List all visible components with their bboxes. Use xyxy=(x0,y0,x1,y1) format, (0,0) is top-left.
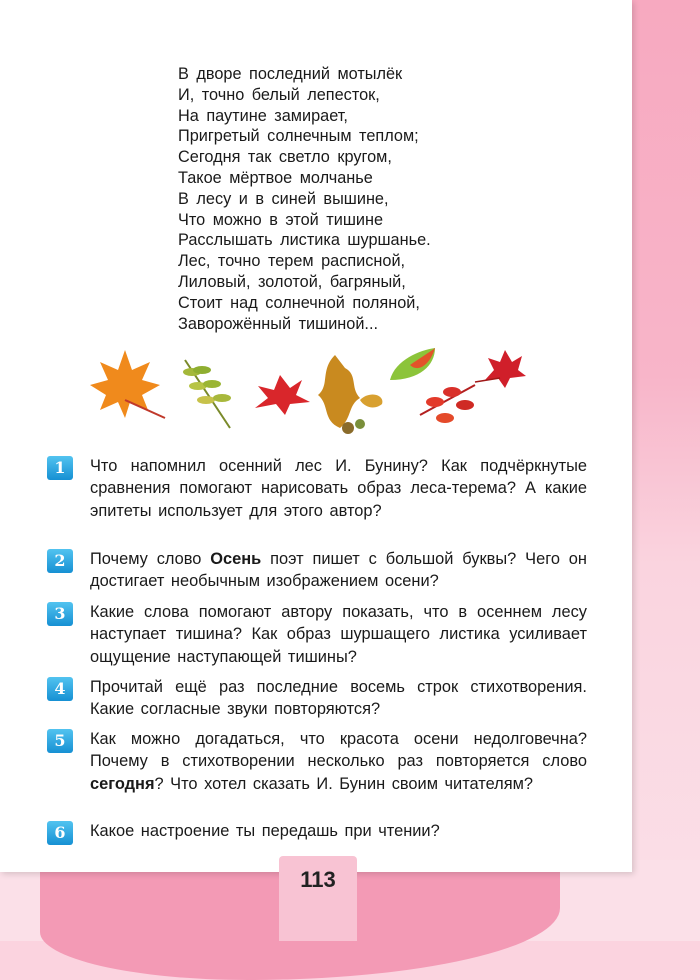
poem-line: Лес, точно терем расписной, xyxy=(178,252,406,271)
question-text xyxy=(90,728,587,795)
question-5 xyxy=(47,728,587,795)
question-text xyxy=(90,601,587,668)
autumn-leaves-illustration xyxy=(90,340,540,440)
maple-leaf-orange xyxy=(90,350,165,418)
question-3 xyxy=(47,601,587,668)
question-6 xyxy=(47,820,587,842)
question-number-badge: 4 xyxy=(47,677,73,701)
question-text-part: Прочитай ещё раз последние восемь строк стихотворения. Какие согласные звуки повторяются? xyxy=(90,678,587,719)
question-text xyxy=(90,455,587,522)
question-text-part: поэт пишет с большой буквы? Чего он достигает необычным изображением осени? xyxy=(90,550,587,591)
question-text xyxy=(90,548,587,593)
question-4 xyxy=(47,676,587,721)
question-number-badge: 2 xyxy=(47,549,73,573)
poem-line: Такое мёртвое молчанье xyxy=(178,168,373,187)
oak-leaf-brown xyxy=(318,355,382,434)
question-number-badge: 3 xyxy=(47,602,73,626)
poem-line: Расслышать листика шуршанье. xyxy=(178,231,431,250)
maple-leaf-red xyxy=(255,375,310,415)
question-text xyxy=(90,820,587,842)
poem-line: Заворожённый тишиной... xyxy=(178,314,379,333)
birch-leaf-yellow-green xyxy=(390,348,435,380)
poem-line: И, точно белый лепесток, xyxy=(178,85,380,104)
question-number-badge: 1 xyxy=(47,456,73,480)
maple-leaf-small-red xyxy=(475,350,526,388)
question-text-part: Какое настроение ты передашь при чтении? xyxy=(90,822,440,840)
rowan-leaf-green xyxy=(183,360,231,428)
question-text-part: Как можно догадаться, что красота осени недолговечна? Почему в стихотворении несколько раз повторяется слово xyxy=(90,730,587,771)
poem-line: Сегодня так светло кругом, xyxy=(178,148,392,167)
question-text-part: Какие слова помогают автору показать, что в осеннем лесу наступает тишина? Как образ шуршащего листика усиливает ощущение наступающей тишины? xyxy=(90,603,587,666)
question-text-part: Почему слово xyxy=(90,550,211,568)
page-number: 113 xyxy=(279,856,357,941)
question-text-part: ? Что хотел сказать И. Бунин своим читателям? xyxy=(154,774,534,793)
rowan-leaf-red xyxy=(420,385,475,423)
question-2 xyxy=(47,548,587,593)
poem-line: Пригретый солнечным теплом; xyxy=(178,127,419,146)
poem-line: В лесу и в синей вышине, xyxy=(178,189,389,208)
poem-line: Что можно в этой тишине xyxy=(178,210,384,229)
poem-line: На паутине замирает, xyxy=(178,106,348,125)
bold-word: сегодня xyxy=(90,774,155,793)
question-number-badge: 6 xyxy=(47,821,73,845)
question-text xyxy=(90,676,587,721)
question-text-part: Что напомнил осенний лес И. Бунину? Как подчёркнутые сравнения помогают нарисовать образ леса-терема? А какие эпитеты использует для этого автор? xyxy=(90,457,587,520)
poem-line: Лиловый, золотой, багряный, xyxy=(178,272,406,291)
bold-word: Осень xyxy=(210,550,262,568)
poem xyxy=(178,64,431,334)
poem-line: В дворе последний мотылёк xyxy=(178,65,403,83)
poem-line: Стоит над солнечной поляной, xyxy=(178,293,420,312)
question-number-badge: 5 xyxy=(47,729,73,753)
question-1 xyxy=(47,455,587,522)
